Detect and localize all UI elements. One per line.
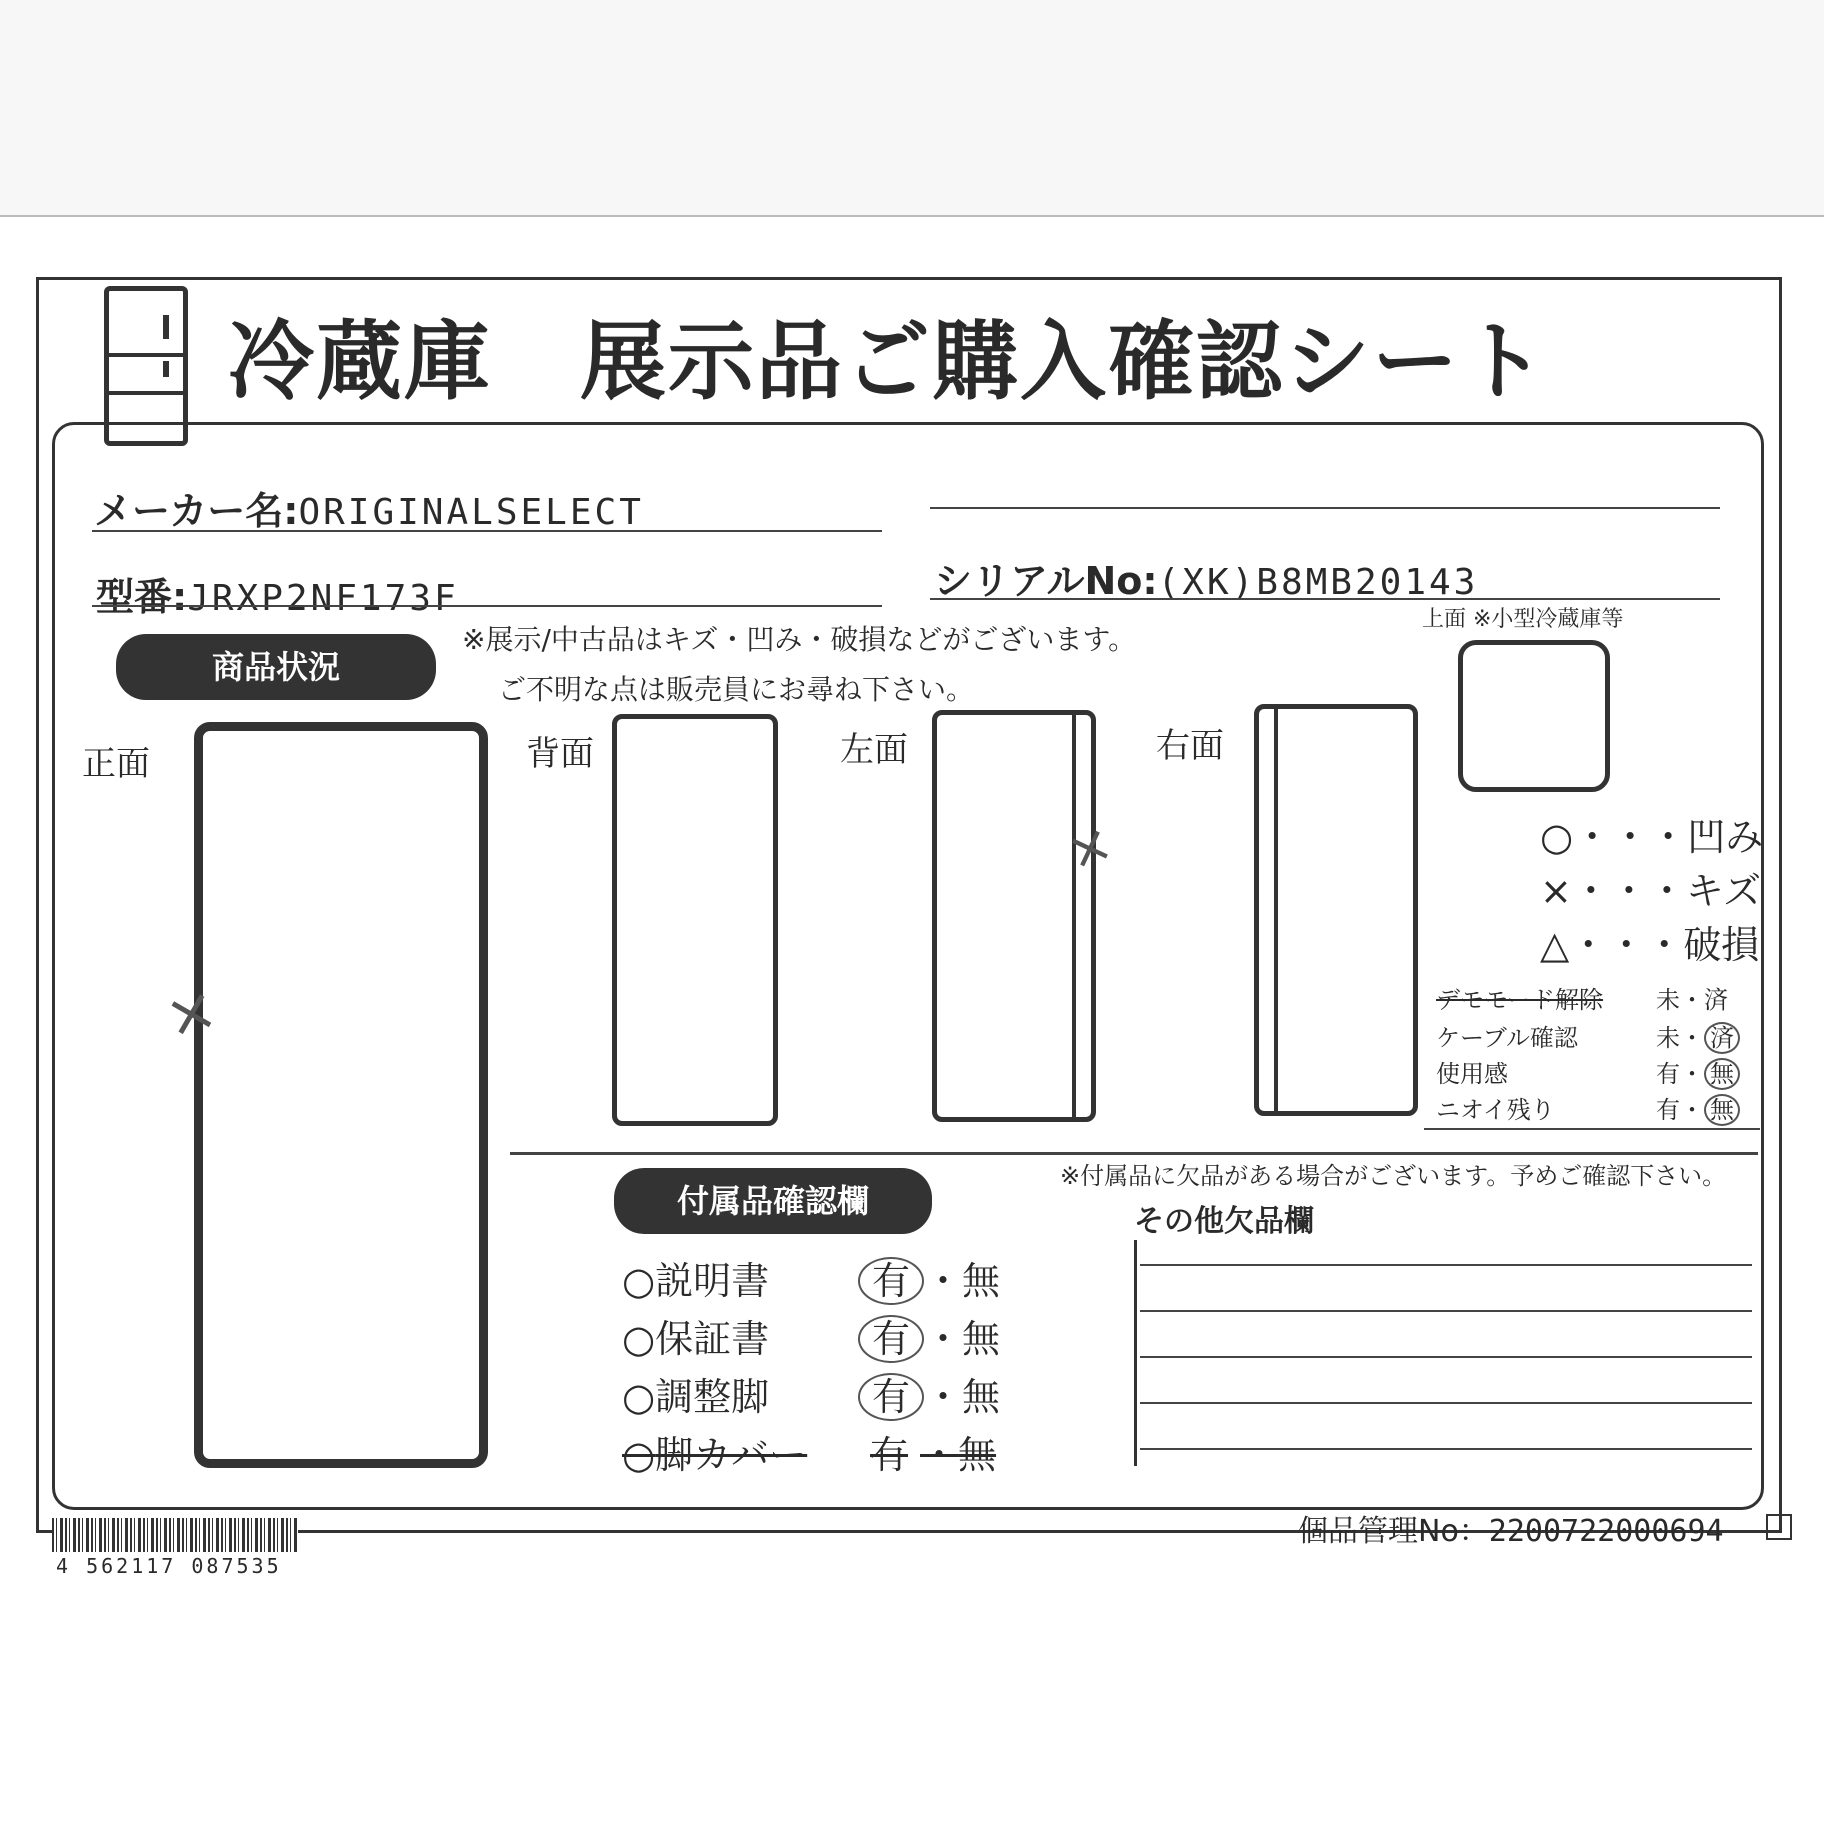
left-face-label: 左面 <box>840 730 908 770</box>
check-label: ケーブル確認 <box>1436 1024 1578 1052</box>
back-face-label: 背面 <box>526 734 594 774</box>
right-face-label: 右面 <box>1156 726 1224 766</box>
serial-underline <box>930 598 1720 600</box>
check-option-circled: 無 <box>1704 1058 1740 1090</box>
check-cable <box>1436 1018 1578 1053</box>
accessory-label: 脚カバー <box>655 1433 808 1477</box>
check-option: 有 <box>1656 1096 1680 1124</box>
legend-text: 凹み <box>1687 815 1764 859</box>
circle-icon: ○ <box>622 1375 656 1419</box>
serial-field <box>934 550 1478 605</box>
checks-underline <box>1424 1128 1760 1130</box>
legend-dots: ・・・ <box>1573 815 1688 859</box>
cross-symbol-icon: × <box>1540 869 1572 913</box>
missing-note: ※付属品に欠品がある場合がございます。予めご確認下さい。 <box>1060 1162 1727 1190</box>
accessory-adjuster-options <box>858 1366 1000 1421</box>
model-label: 型番: <box>96 575 188 619</box>
maker-value: ORIGINALSELECT <box>298 492 644 533</box>
maker-field <box>94 480 644 535</box>
circle-icon: ○ <box>622 1259 656 1303</box>
missing-heading: その他欠品欄 <box>1134 1204 1314 1239</box>
check-sep: ・ <box>1680 1096 1704 1124</box>
serial-label: シリアルNo: <box>934 559 1158 603</box>
item-number <box>1298 1506 1724 1550</box>
check-option: 未 <box>1656 986 1680 1014</box>
legend-dots: ・・・ <box>1571 869 1686 913</box>
check-sep: ・ <box>1680 1060 1704 1088</box>
check-option: 済 <box>1704 986 1728 1014</box>
legend-scratch <box>1540 860 1761 915</box>
accessory-label: 説明書 <box>655 1259 770 1303</box>
accessory-leg-cover <box>622 1424 807 1479</box>
checkbox-square-icon <box>1766 1514 1792 1540</box>
condition-heading: 商品状況 <box>116 634 436 700</box>
scanner-background <box>0 0 1824 217</box>
accessories-heading: 付属品確認欄 <box>614 1168 932 1234</box>
check-option-circled: 済 <box>1704 1022 1740 1054</box>
accessory-yes-circled: 有 <box>858 1373 924 1421</box>
right-face-box <box>1254 704 1418 1116</box>
legend-dots: ・・・ <box>1569 923 1684 967</box>
accessory-warranty <box>622 1308 769 1363</box>
top-face-label: 上面 ※小型冷蔵庫等 <box>1422 607 1624 632</box>
front-scratch-mark: × <box>157 972 225 1054</box>
accessory-warranty-options <box>858 1308 1000 1363</box>
missing-line-2 <box>1140 1310 1752 1312</box>
serial-value: (XK)B8MB20143 <box>1157 562 1479 603</box>
condition-note-1: ※展示/中古品はキズ・凹み・破損などがございます。 <box>462 623 1137 656</box>
check-option-circled: 無 <box>1704 1094 1740 1126</box>
item-number-label: 個品管理No： <box>1298 1514 1489 1549</box>
check-label: ニオイ残り <box>1436 1096 1555 1124</box>
circle-icon: ○ <box>622 1317 656 1361</box>
check-odor-options <box>1656 1090 1740 1125</box>
check-demo-mode <box>1436 980 1603 1015</box>
front-face-label: 正面 <box>82 744 150 784</box>
model-field <box>96 566 459 621</box>
accessory-no: 無 <box>962 1375 1001 1419</box>
left-scratch-mark: × <box>1059 812 1121 884</box>
accessory-yes: 有 <box>870 1433 909 1477</box>
accessory-sep: ・ <box>924 1259 963 1303</box>
accessory-manual-options <box>858 1250 1000 1305</box>
legend-text: キズ <box>1685 869 1762 913</box>
check-usage <box>1436 1054 1508 1089</box>
legend-dent <box>1540 806 1763 861</box>
maker-label: メーカー名: <box>94 489 299 533</box>
barcode-number: 4 562117 087535 <box>56 1554 282 1578</box>
check-option: 未 <box>1656 1024 1680 1052</box>
circle-icon: ○ <box>622 1433 656 1477</box>
accessory-manual <box>622 1250 769 1305</box>
check-sep: ・ <box>1680 986 1704 1014</box>
check-label: デモモード解除 <box>1436 986 1604 1014</box>
accessory-label: 保証書 <box>655 1317 770 1361</box>
accessory-label: 調整脚 <box>655 1375 770 1419</box>
barcode <box>52 1518 298 1552</box>
accessory-no: 無 <box>962 1317 1001 1361</box>
missing-line-1 <box>1140 1264 1752 1266</box>
check-odor <box>1436 1090 1555 1125</box>
sheet-title: 冷蔵庫 展示品ご購入確認シート <box>228 312 1548 412</box>
maker-underline <box>92 530 882 532</box>
right-face-door-line <box>1274 708 1278 1112</box>
model-underline <box>92 605 882 607</box>
blank-underline <box>930 507 1720 509</box>
check-label: 使用感 <box>1436 1060 1508 1088</box>
missing-bracket <box>1134 1240 1137 1466</box>
legend-text: 破損 <box>1683 923 1760 967</box>
missing-line-3 <box>1140 1356 1752 1358</box>
missing-line-4 <box>1140 1402 1752 1404</box>
section-divider <box>510 1152 1758 1155</box>
top-face-box <box>1458 640 1610 792</box>
model-value: JRXP2NF173F <box>187 578 459 619</box>
check-usage-options <box>1656 1054 1740 1089</box>
accessory-yes-circled: 有 <box>858 1315 924 1363</box>
accessory-no: 無 <box>962 1259 1001 1303</box>
back-face-box <box>612 714 778 1126</box>
accessory-yes-circled: 有 <box>858 1257 924 1305</box>
accessory-sep: ・ <box>920 1433 959 1477</box>
condition-note-2: ご不明な点は販売員にお尋ね下さい。 <box>498 673 975 706</box>
circle-symbol-icon: ○ <box>1540 815 1574 859</box>
check-sep: ・ <box>1680 1024 1704 1052</box>
check-cable-options <box>1656 1018 1740 1053</box>
accessory-sep: ・ <box>924 1375 963 1419</box>
accessory-no: 無 <box>958 1433 997 1477</box>
missing-line-5 <box>1140 1448 1752 1450</box>
legend-damage <box>1540 914 1759 969</box>
item-number-value: 2200722000694 <box>1488 1514 1724 1549</box>
check-option: 有 <box>1656 1060 1680 1088</box>
check-demo-options <box>1656 980 1728 1015</box>
accessory-leg-cover-options <box>858 1424 996 1479</box>
accessory-adjuster <box>622 1366 769 1421</box>
left-face-door-line <box>1072 714 1076 1118</box>
accessory-sep: ・ <box>924 1317 963 1361</box>
front-face-box <box>194 722 488 1468</box>
triangle-symbol-icon: △ <box>1540 923 1570 967</box>
